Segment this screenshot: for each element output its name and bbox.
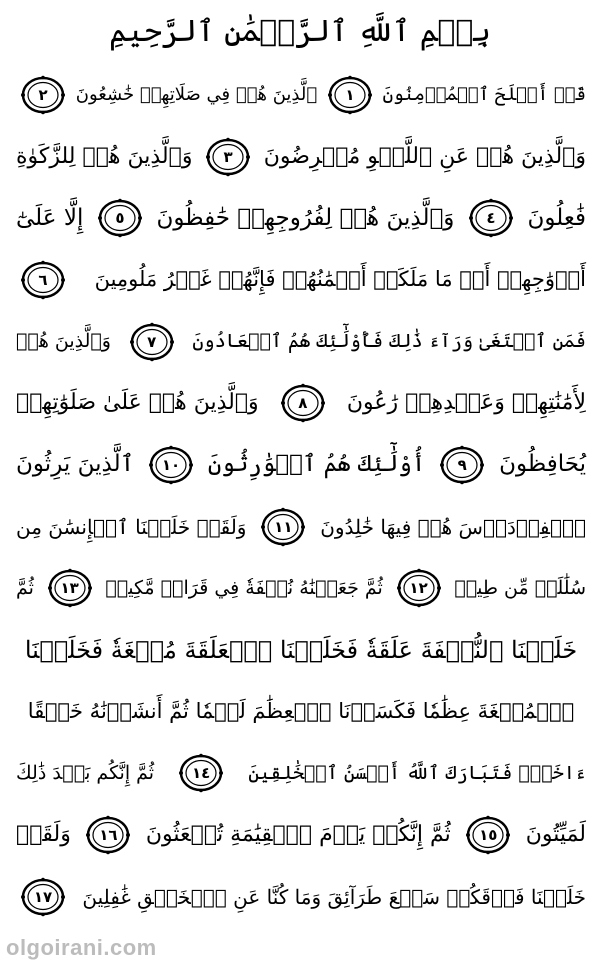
ayah-marker [20, 260, 66, 300]
verse-line [16, 558, 586, 620]
ayah-number: ٣ [223, 147, 233, 166]
verse-text: وَٱلَّذِينَ هُمۡ عَنِ ٱللَّغۡوِ مُعۡرِضُونَ [263, 143, 586, 169]
ayah-number: ١٤ [192, 764, 211, 783]
verse-text: قَدۡ أَفۡلَحَ ٱلۡمُؤۡمِنُونَ [382, 83, 586, 105]
verse-text: ٱلَّذِينَ هُمۡ فِي صَلَاتِهِمۡ خَٰشِعُونَ [75, 83, 318, 105]
ayah-marker [20, 75, 66, 115]
ayah-number: ١٣ [60, 579, 79, 598]
verse-text: وَٱلَّذِينَ هُمۡ لِلزَّكَوٰةِ [16, 143, 193, 169]
verse-text: إِلَّا عَلَىٰٓ [16, 204, 84, 231]
verse-text: أَزۡوَٰجِهِمۡ أَوۡ مَا مَلَكَتۡ أَيۡمَٰنُهُمۡ فَإِنَّهُمۡ غَيۡرُ مَلُومِينَ [94, 267, 586, 292]
ayah-marker [148, 445, 194, 485]
ayah-number: ٦ [38, 270, 48, 289]
ayah-marker [280, 383, 326, 423]
verse-text: أُوْلَٰٓئِكَ هُمُ ٱلۡوَٰرِثُونَ [207, 451, 426, 478]
ayah-number: ١٢ [409, 579, 428, 598]
ayah-number: ١٧ [33, 887, 53, 906]
ayah-marker [20, 877, 66, 917]
ayah-marker [465, 815, 511, 855]
basmala: بِسۡمِ ٱللَّهِ ٱلرَّحۡمَٰنِ ٱلرَّحِيمِ [109, 14, 491, 49]
ayah-number: ١٦ [99, 826, 118, 845]
watermark: olgoirani.com [6, 935, 157, 960]
ayah-marker [468, 198, 514, 238]
verse-text: ٱلَّذِينَ يَرِثُونَ [16, 451, 135, 478]
verse-text: ٱلۡمُضۡغَةَ عِظَٰمٗا فَكَسَوۡنَا ٱلۡعِظَٰمَ لَحۡمٗا ثُمَّ أَنشَأۡنَٰهُ خَلۡقًا [27, 699, 575, 724]
verse-text: لَمَيِّتُونَ [525, 822, 586, 848]
verse-text: ٱلۡفِرۡدَوۡسَ هُمۡ فِيهَا خَٰلِدُونَ [320, 514, 586, 539]
ayah-number: ١١ [274, 517, 293, 536]
verse-line [16, 619, 586, 681]
verse-text: ثُمَّ إِنَّكُمۡ يَوۡمَ ٱلۡقِيَٰمَةِ تُبۡعَثُونَ [145, 822, 451, 848]
ayah-number: ١٠ [161, 455, 181, 474]
ayah-number: ٥ [115, 209, 125, 228]
ayah-number: ١ [345, 85, 355, 104]
verse-line [16, 804, 586, 866]
verse-text: ثُمَّ [16, 576, 34, 599]
verse-text: خَلَقۡنَا ٱلنُّطۡفَةَ عَلَقَةٗ فَخَلَقۡنَا ٱلۡعَلَقَةَ مُضۡغَةٗ فَخَلَقۡنَا [24, 636, 578, 665]
verse-text: لِأَمَٰنَٰتِهِمۡ وَعَهۡدِهِمۡ رَٰعُونَ [346, 390, 586, 416]
verse-text: فَٰعِلُونَ [527, 204, 586, 231]
ayah-marker [97, 198, 143, 238]
ayah-marker [396, 568, 442, 608]
verse-line [16, 866, 586, 928]
verse-line [16, 743, 586, 805]
verse-text: خَلَقۡنَا فَوۡقَكُمۡ سَبۡعَ طَرَآئِقَ وَمَا كُنَّا عَنِ ٱلۡخَلۡقِ غَٰفِلِينَ [82, 884, 586, 909]
verse-line [16, 496, 586, 558]
verse-text: وَٱلَّذِينَ هُمۡ [16, 330, 111, 353]
verse-line [16, 681, 586, 743]
ayah-marker [47, 568, 93, 608]
ayah-number: ٤ [486, 209, 496, 228]
verse-text: وَٱلَّذِينَ هُمۡ عَلَىٰ صَلَوَٰتِهِمۡ [16, 390, 259, 416]
verse-text: يُحَافِظُونَ [499, 451, 586, 478]
ayah-marker [327, 75, 373, 115]
verse-line [16, 249, 586, 311]
ayah-marker [178, 753, 224, 793]
ayah-number: ٢ [38, 85, 48, 104]
verse-text: سُلَٰلَةٖ مِّن طِينٖ [454, 576, 586, 599]
verse-line [16, 187, 586, 249]
ayah-number: ٩ [457, 455, 467, 474]
verse-line [16, 434, 586, 496]
verse-text: وَلَقَدۡ خَلَقۡنَا ٱلۡإِنسَٰنَ مِن [16, 514, 247, 539]
verse-text: ثُمَّ جَعَلۡنَٰهُ نُطۡفَةٗ فِي قَرَارٖ مَّكِينٖ [105, 576, 383, 599]
ayah-number: ٧ [147, 332, 157, 351]
verse-line [16, 126, 586, 188]
verse-lines [16, 64, 586, 928]
verse-text: ثُمَّ إِنَّكُم بَعۡدَ ذَٰلِكَ [16, 761, 155, 784]
ayah-marker [439, 445, 485, 485]
verse-line [16, 372, 586, 434]
ayah-number: ٨ [298, 394, 308, 413]
ayah-marker [205, 137, 251, 177]
ayah-marker [85, 815, 131, 855]
ayah-number: ١٥ [479, 826, 498, 845]
ayah-marker [129, 322, 175, 362]
verse-text: فَمَنِ ٱبۡتَغَىٰ وَرَآءَ ذَٰلِكَ فَأُوْلَٰٓئِكَ هُمُ ٱلۡعَادُونَ [192, 330, 586, 353]
verse-text: وَٱلَّذِينَ هُمۡ لِفُرُوجِهِمۡ حَٰفِظُونَ [156, 204, 455, 231]
verse-line [16, 64, 586, 126]
verse-text: وَلَقَدۡ [16, 822, 71, 848]
verse-line [16, 311, 586, 373]
verse-text: ءَاخَرَۚ فَتَبَارَكَ ٱللَّهُ أَحۡسَنُ ٱلۡخَٰلِقِينَ [248, 761, 586, 784]
ayah-marker [260, 507, 306, 547]
